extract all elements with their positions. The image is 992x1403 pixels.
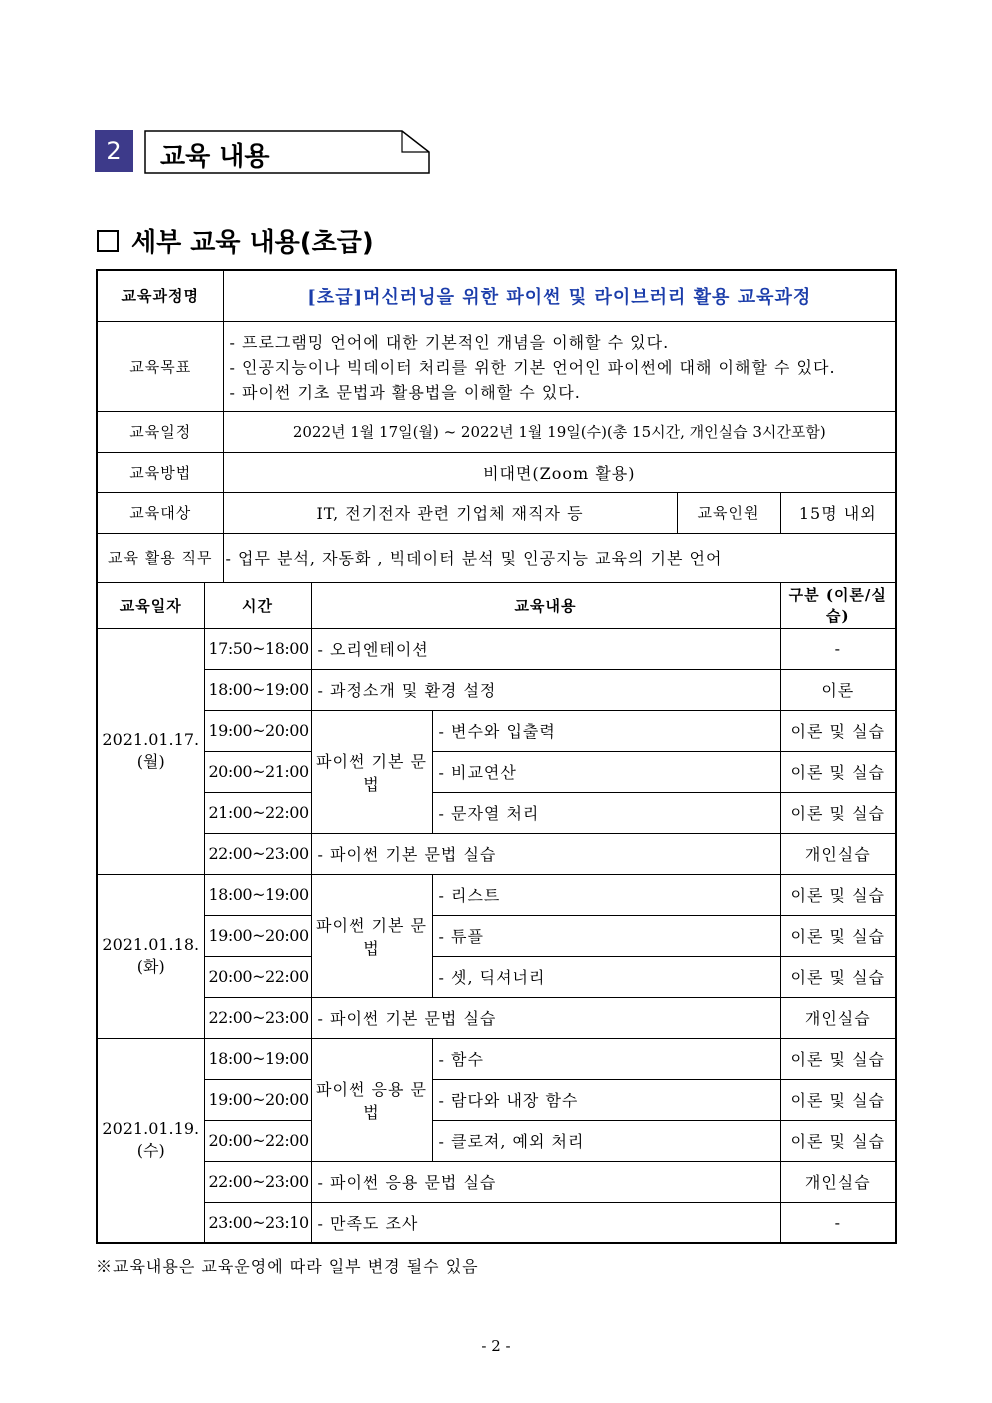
schedule-row: [97, 710, 896, 751]
content-cell: - 파이썬 기본 문법 실습: [311, 997, 780, 1038]
time-slot: 22:00~23:00: [204, 997, 311, 1038]
type-cell: 개인실습: [780, 833, 896, 874]
schedule-row: [97, 997, 896, 1038]
headcount-label: 교육인원: [677, 492, 780, 533]
type-cell: -: [780, 628, 896, 669]
content-cell: - 파이썬 응용 문법 실습: [311, 1161, 780, 1202]
type-cell: 이론: [780, 669, 896, 710]
content-cell: - 람다와 내장 함수: [432, 1079, 780, 1120]
time-slot: 19:00~20:00: [204, 710, 311, 751]
schedule-row: [97, 792, 896, 833]
content-cell: - 클로져, 예외 처리: [432, 1120, 780, 1161]
schedule-row: [97, 956, 896, 997]
schedule-row: [97, 1161, 896, 1202]
type-cell: 개인실습: [780, 1161, 896, 1202]
type-cell: 이론 및 실습: [780, 751, 896, 792]
goal-label: 교육목표: [97, 321, 223, 411]
type-cell: 이론 및 실습: [780, 1120, 896, 1161]
content-cell: - 문자열 처리: [432, 792, 780, 833]
content-cell: - 파이썬 기본 문법 실습: [311, 833, 780, 874]
content-cell: - 튜플: [432, 915, 780, 956]
section-title-box: [144, 130, 429, 172]
schedule-row: [97, 1120, 896, 1161]
time-slot: 18:00~19:00: [204, 669, 311, 710]
job-value: - 업무 분석, 자동화 , 빅데이터 분석 및 인공지능 교육의 기본 언어: [223, 533, 896, 582]
schedule-row: [97, 628, 896, 669]
time-slot: 23:00~23:10: [204, 1202, 311, 1243]
time-slot: 20:00~22:00: [204, 1120, 311, 1161]
type-cell: -: [780, 1202, 896, 1243]
time-slot: 22:00~23:00: [204, 833, 311, 874]
target-label: 교육대상: [97, 492, 223, 533]
type-cell: 이론 및 실습: [780, 915, 896, 956]
content-cell: - 만족도 조사: [311, 1202, 780, 1243]
schedule-row: [97, 1202, 896, 1243]
header-content: 교육내용: [311, 582, 780, 628]
schedule-row: [97, 1038, 896, 1079]
schedule-row: [97, 874, 896, 915]
time-slot: 18:00~19:00: [204, 1038, 311, 1079]
schedule-value: 2022년 1월 17일(월) ~ 2022년 1월 19일(수)(총 15시간, 개인실습 3시간포함): [223, 411, 896, 452]
header-type: 구분 (이론/실습): [780, 582, 896, 628]
time-slot: 17:50~18:00: [204, 628, 311, 669]
method-value: 비대면(Zoom 활용): [223, 452, 896, 492]
content-cell: - 리스트: [432, 874, 780, 915]
time-slot: 19:00~20:00: [204, 1079, 311, 1120]
goal-item: - 프로그램밍 언어에 대한 기본적인 개념을 이해할 수 있다.: [229, 332, 670, 352]
schedule-row: [97, 751, 896, 792]
course-table: [96, 269, 897, 1244]
topic-group: 파이썬 응용 문법: [311, 1038, 432, 1161]
day-date: 2021.01.18. (화): [97, 874, 204, 1038]
footnote: ※교육내용은 교육운영에 따라 일부 변경 될수 있음: [96, 1257, 479, 1276]
schedule-row: [97, 833, 896, 874]
headcount-value: 15명 내외: [780, 492, 896, 533]
sub-heading-text: 세부 교육 내용(초급): [131, 228, 374, 258]
content-cell: - 함수: [432, 1038, 780, 1079]
type-cell: 이론 및 실습: [780, 874, 896, 915]
section-number: 2: [95, 130, 133, 172]
time-slot: 20:00~22:00: [204, 956, 311, 997]
time-slot: 18:00~19:00: [204, 874, 311, 915]
target-value: IT, 전기전자 관련 기업체 재직자 등: [223, 492, 677, 533]
content-cell: - 오리엔테이션: [311, 628, 780, 669]
page-number: - 2 -: [481, 1337, 511, 1355]
content-cell: - 과정소개 및 환경 설정: [311, 669, 780, 710]
time-slot: 22:00~23:00: [204, 1161, 311, 1202]
content-cell: - 비교연산: [432, 751, 780, 792]
section-title: 교육 내용: [160, 142, 270, 172]
sub-heading: [97, 222, 374, 259]
time-slot: 20:00~21:00: [204, 751, 311, 792]
method-label: 교육방법: [97, 452, 223, 492]
content-cell: - 셋, 딕셔너리: [432, 956, 780, 997]
goal-item: - 인공지능이나 빅데이터 처리를 위한 기본 언어인 파이썬에 대해 이해할 수 있다.: [229, 357, 836, 377]
goal-item: - 파이썬 기초 문법과 활용법을 이해할 수 있다.: [229, 382, 581, 402]
schedule-label: 교육일정: [97, 411, 223, 452]
time-slot: 19:00~20:00: [204, 915, 311, 956]
schedule-row: [97, 915, 896, 956]
header-time: 시간: [204, 582, 311, 628]
goal-list: [223, 321, 896, 411]
content-cell: - 변수와 입출력: [432, 710, 780, 751]
type-cell: 개인실습: [780, 997, 896, 1038]
type-cell: 이론 및 실습: [780, 792, 896, 833]
schedule-row: [97, 669, 896, 710]
time-slot: 21:00~22:00: [204, 792, 311, 833]
header-date: 교육일자: [97, 582, 204, 628]
type-cell: 이론 및 실습: [780, 710, 896, 751]
course-title: [초급]머신러닝을 위한 파이썬 및 라이브러리 활용 교육과정: [223, 270, 896, 321]
type-cell: 이론 및 실습: [780, 1079, 896, 1120]
job-label: 교육 활용 직무: [97, 533, 223, 582]
day-date: 2021.01.17. (월): [97, 628, 204, 874]
topic-group: 파이썬 기본 문법: [311, 710, 432, 833]
checkbox-square-icon: [97, 230, 119, 252]
type-cell: 이론 및 실습: [780, 1038, 896, 1079]
topic-group: 파이썬 기본 문법: [311, 874, 432, 997]
day-date: 2021.01.19. (수): [97, 1038, 204, 1243]
type-cell: 이론 및 실습: [780, 956, 896, 997]
course-label: 교육과정명: [97, 270, 223, 321]
schedule-row: [97, 1079, 896, 1120]
